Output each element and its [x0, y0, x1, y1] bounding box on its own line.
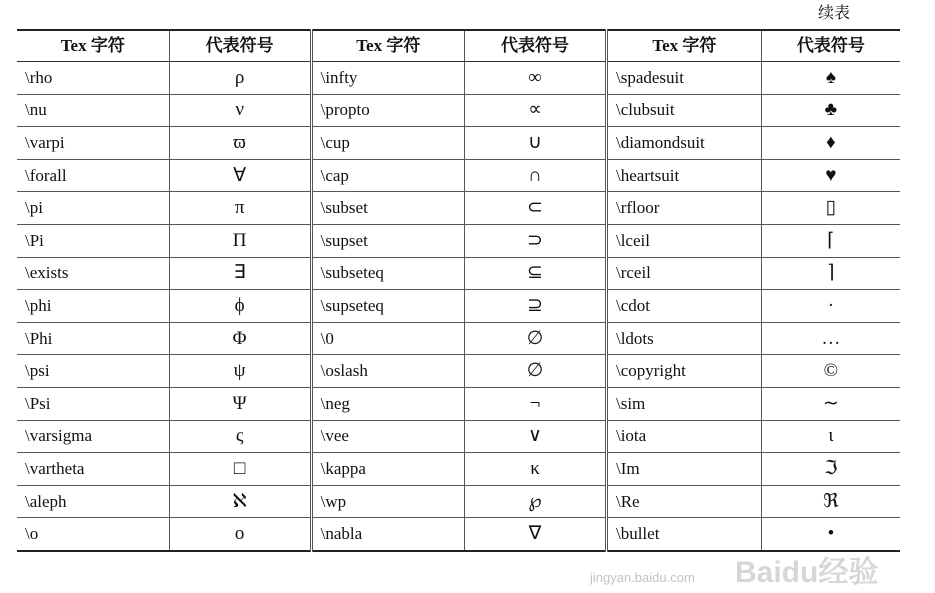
tex-command-cell: \forall: [17, 159, 169, 192]
symbol-cell: ρ: [169, 62, 311, 95]
symbol-cell: ⌉: [761, 257, 900, 290]
tex-command-cell: \kappa: [311, 453, 464, 486]
tex-command-cell: \vee: [311, 420, 464, 453]
tex-command-cell: \copyright: [606, 355, 761, 388]
tex-command-cell: \neg: [311, 387, 464, 420]
tex-command-cell: \cdot: [606, 290, 761, 323]
table-row: [17, 485, 900, 518]
tex-command-cell: \rceil: [606, 257, 761, 290]
tex-command-cell: \nu: [17, 94, 169, 127]
tex-command-cell: \cup: [311, 127, 464, 160]
symbol-cell: …: [761, 322, 900, 355]
tex-command-cell: \varsigma: [17, 420, 169, 453]
table-row: [17, 322, 900, 355]
table-row: [17, 257, 900, 290]
symbol-cell: ∨: [465, 420, 607, 453]
symbol-cell: ⊂: [465, 192, 607, 225]
table-row: [17, 420, 900, 453]
tex-command-cell: \iota: [606, 420, 761, 453]
symbol-cell: ⊇: [465, 290, 607, 323]
symbol-cell: ♠: [761, 62, 900, 95]
tex-command-cell: \varpi: [17, 127, 169, 160]
symbol-cell: ∪: [465, 127, 607, 160]
symbol-cell: ψ: [169, 355, 311, 388]
table-row: [17, 518, 900, 551]
header-tex-1: Tex 字符: [17, 30, 169, 62]
symbol-cell: ℑ: [761, 453, 900, 486]
table-row: [17, 290, 900, 323]
tex-command-cell: \propto: [311, 94, 464, 127]
symbol-cell: ♣: [761, 94, 900, 127]
tex-command-cell: \vartheta: [17, 453, 169, 486]
symbol-cell: ∞: [465, 62, 607, 95]
symbol-cell: Π: [169, 224, 311, 257]
header-tex-3: Tex 字符: [606, 30, 761, 62]
symbol-cell: ♥: [761, 159, 900, 192]
tex-command-cell: \sim: [606, 387, 761, 420]
table-row: [17, 94, 900, 127]
symbol-cell: ν: [169, 94, 311, 127]
watermark-url: jingyan.baidu.com: [590, 570, 695, 585]
symbol-cell: ⊃: [465, 224, 607, 257]
header-symbol-3: 代表符号: [761, 30, 900, 62]
symbol-cell: ℘: [465, 485, 607, 518]
symbol-cell: ¬: [465, 387, 607, 420]
table-row: [17, 127, 900, 160]
symbol-cell: •: [761, 518, 900, 551]
header-row: [17, 30, 900, 62]
tex-command-cell: \oslash: [311, 355, 464, 388]
table-row: [17, 62, 900, 95]
tex-command-cell: \subset: [311, 192, 464, 225]
tex-command-cell: \lceil: [606, 224, 761, 257]
tex-command-cell: \infty: [311, 62, 464, 95]
header-tex-2: Tex 字符: [311, 30, 464, 62]
symbol-cell: ⌈: [761, 224, 900, 257]
symbol-cell: ⊆: [465, 257, 607, 290]
tex-command-cell: \spadesuit: [606, 62, 761, 95]
tex-command-cell: \Re: [606, 485, 761, 518]
symbol-cell: ℜ: [761, 485, 900, 518]
tex-command-cell: \cap: [311, 159, 464, 192]
symbol-cell: ♦: [761, 127, 900, 160]
tex-command-cell: \nabla: [311, 518, 464, 551]
tex-command-cell: \supset: [311, 224, 464, 257]
tex-command-cell: \supseteq: [311, 290, 464, 323]
symbol-cell: o: [169, 518, 311, 551]
symbol-cell: ∃: [169, 257, 311, 290]
symbol-cell: π: [169, 192, 311, 225]
symbol-cell: ·: [761, 290, 900, 323]
tex-command-cell: \wp: [311, 485, 464, 518]
table-row: [17, 224, 900, 257]
tex-command-cell: \rfloor: [606, 192, 761, 225]
tex-command-cell: \Psi: [17, 387, 169, 420]
tex-command-cell: \pi: [17, 192, 169, 225]
symbol-cell: ∝: [465, 94, 607, 127]
symbol-cell: ς: [169, 420, 311, 453]
symbol-cell: κ: [465, 453, 607, 486]
tex-command-cell: \psi: [17, 355, 169, 388]
symbol-cell: ©: [761, 355, 900, 388]
symbol-cell: ∇: [465, 518, 607, 551]
tex-command-cell: \bullet: [606, 518, 761, 551]
header-symbol-2: 代表符号: [465, 30, 607, 62]
symbol-cell: ∅: [465, 355, 607, 388]
symbol-cell: ∩: [465, 159, 607, 192]
tex-command-cell: \phi: [17, 290, 169, 323]
tex-command-cell: \ldots: [606, 322, 761, 355]
symbol-cell: ι: [761, 420, 900, 453]
symbol-cell: □: [169, 453, 311, 486]
symbol-cell: ∅: [465, 322, 607, 355]
tex-symbol-table: [17, 29, 900, 552]
tex-command-cell: \exists: [17, 257, 169, 290]
tex-command-cell: \o: [17, 518, 169, 551]
tex-command-cell: \0: [311, 322, 464, 355]
watermark-logo: Baidu经验: [735, 556, 879, 589]
table-row: [17, 159, 900, 192]
table-row: [17, 355, 900, 388]
header-symbol-1: 代表符号: [169, 30, 311, 62]
symbol-cell: ∀: [169, 159, 311, 192]
symbol-cell: ∼: [761, 387, 900, 420]
tex-command-cell: \aleph: [17, 485, 169, 518]
symbol-cell: Ψ: [169, 387, 311, 420]
table-caption: 续表: [818, 5, 851, 22]
tex-command-cell: \Phi: [17, 322, 169, 355]
tex-command-cell: \Im: [606, 453, 761, 486]
tex-command-cell: \subseteq: [311, 257, 464, 290]
symbol-cell: ℵ: [169, 485, 311, 518]
tex-command-cell: \heartsuit: [606, 159, 761, 192]
symbol-cell: ϕ: [169, 290, 311, 323]
tex-command-cell: \rho: [17, 62, 169, 95]
tex-command-cell: \diamondsuit: [606, 127, 761, 160]
tex-command-cell: \Pi: [17, 224, 169, 257]
tex-command-cell: \clubsuit: [606, 94, 761, 127]
table-row: [17, 453, 900, 486]
symbol-cell: Φ: [169, 322, 311, 355]
table-row: [17, 192, 900, 225]
symbol-cell: ▯: [761, 192, 900, 225]
symbol-cell: ϖ: [169, 127, 311, 160]
table-row: [17, 387, 900, 420]
